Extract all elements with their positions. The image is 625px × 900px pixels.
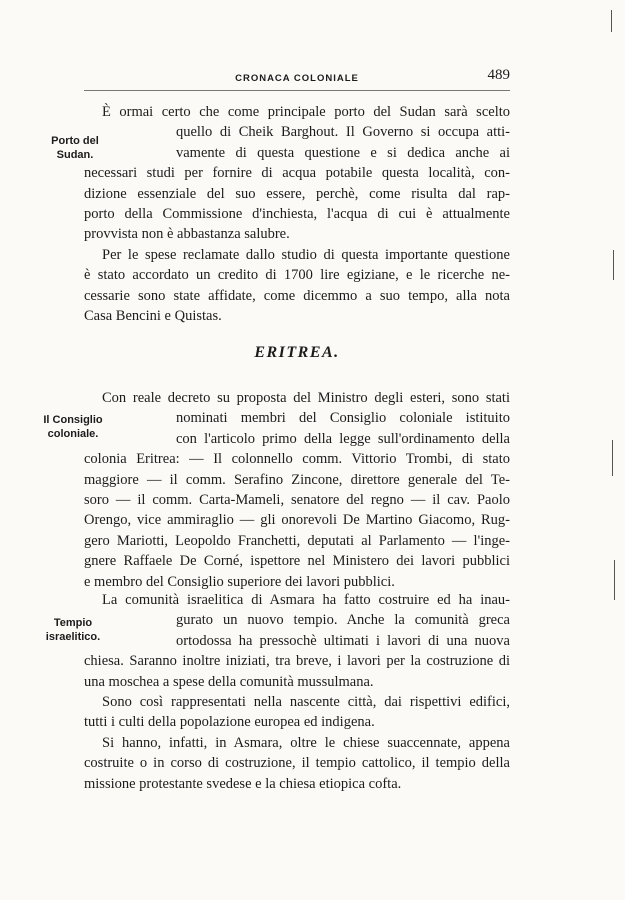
text-line: gnere Raffaele De Corné, ispettore nel Ministero dei lavori pubblici	[84, 553, 510, 570]
text-line: La comunità israelitica di Asmara ha fatto costruire ed ha inau-	[102, 592, 510, 608]
text-line: nominati membri del Consiglio coloniale istituito	[176, 410, 510, 427]
text-line: cessarie sono state affidate, come dicemmo a suo tempo, alla nota	[84, 287, 510, 304]
text-line: ortodossa ha pressochè ultimati i lavori di una nuova	[176, 632, 510, 649]
text-line: colonia Eritrea: — Il colonnello comm. Vittorio Trombi, di stato	[84, 451, 510, 468]
text-line: Per le spese reclamate dallo studio di questa importante questione	[102, 246, 510, 263]
side-note-line: Il Consiglio	[43, 414, 103, 426]
text-line: maggiore — il comm. Serafino Zincone, direttore generale del Te-	[84, 471, 510, 488]
text-line: Si hanno, infatti, in Asmara, oltre le chiese suaccennate, appena	[102, 734, 510, 751]
text-line: costruite o in corso di costruzione, il tempio cattolico, il tempio della	[84, 755, 510, 772]
scan-edge-mark	[611, 10, 612, 32]
text-line: Orengo, vice ammiraglio — gli onorevoli De Martino Giacomo, Rug-	[84, 512, 510, 529]
side-note-porto: Porto del Sudan.	[51, 135, 99, 161]
paragraph-tempio	[84, 590, 510, 794]
page-header	[84, 64, 510, 91]
running-title: CRONACA COLONIALE	[235, 73, 359, 84]
text-line: soro — il comm. Carta-Mameli, senatore del regno — il cav. Paolo	[84, 491, 510, 508]
text-line: Sono così rappresentati nella nascente città, dai rispettivi edifici,	[102, 693, 510, 710]
text-line: porto della Commissione d'inchiesta, l'acqua di cui è attualmente	[84, 205, 510, 222]
scan-edge-mark	[612, 440, 613, 476]
text-line: con l'articolo primo della legge sull'ordinamento della	[176, 430, 510, 447]
text-line: quello di Cheik Barghout. Il Governo si occupa atti-	[176, 124, 510, 141]
scan-edge-mark	[614, 560, 615, 600]
paragraph-consiglio	[84, 388, 510, 592]
paragraph-porto	[84, 102, 510, 326]
text-line: e membro del Consiglio superiore dei lavori pubblici.	[84, 573, 395, 590]
text-line: Casa Bencini e Quistas.	[84, 307, 222, 324]
text-line: è stato accordato un credito di 1700 lire egiziane, e le ricerche ne-	[84, 267, 510, 284]
page-number: 489	[487, 67, 510, 83]
text-line: tutti i culti della popolazione europea ed indigena.	[84, 714, 375, 731]
text-line: chiesa. Saranno inoltre iniziati, tra breve, i lavori per la costruzione di	[84, 653, 510, 670]
text-line: Con reale decreto su proposta del Ministro degli esteri, sono stati	[102, 390, 510, 406]
text-line: vamente di questa questione e si dedica anche ai	[176, 144, 510, 161]
text-line: provvista non è abbastanza salubre.	[84, 226, 290, 243]
text-line: È ormai certo che come principale porto del Sudan sarà scelto	[102, 104, 510, 120]
side-note-line: coloniale.	[47, 428, 99, 440]
section-title-eritrea: ERITREA.	[254, 344, 340, 361]
text-line: missione protestante svedese e la chiesa etiopica cofta.	[84, 775, 402, 792]
side-note-line: israelitico.	[45, 631, 101, 643]
text-line: una moschea a spese della comunità mussulmana.	[84, 673, 374, 690]
text-line: gero Mariotti, Leopoldo Franchetti, deputati al Parlamento — l'inge-	[84, 532, 510, 549]
text-line: gurato un nuovo tempio. Anche la comunità greca	[176, 612, 510, 629]
text-line: necessari studi per fornire di acqua potabile questa località, con-	[84, 165, 510, 182]
text-line: dizione essenziale del suo essere, perchè, come risulta dal rap-	[84, 185, 510, 202]
side-note-line: Tempio	[53, 617, 93, 629]
scan-edge-mark	[613, 250, 614, 280]
